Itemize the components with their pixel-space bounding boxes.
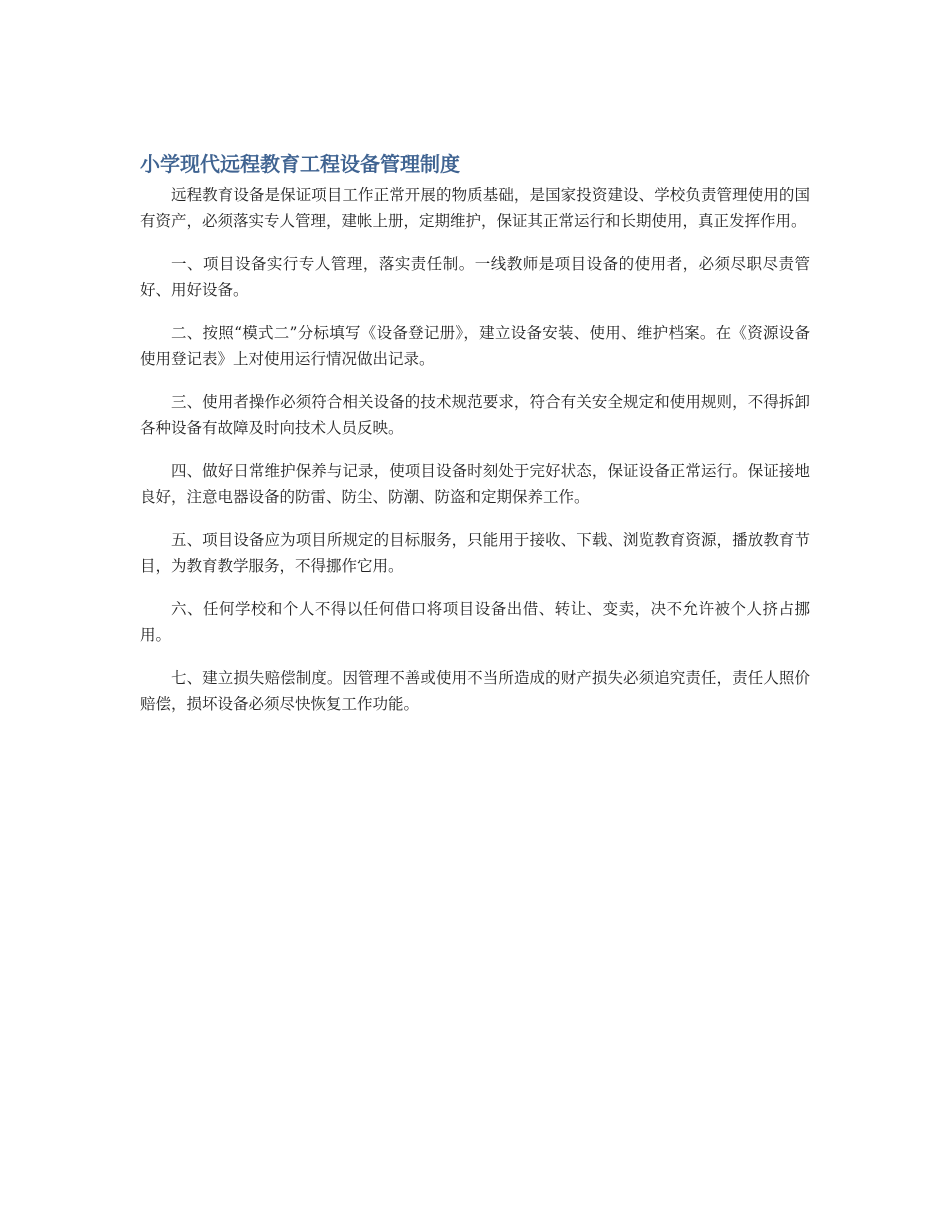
rule-paragraph-7: 七、建立损失赔偿制度。因管理不善或使用不当所造成的财产损失必须追究责任，责任人照价赔偿，损坏设备必须尽快恢复工作功能。 [140,669,810,713]
rule-paragraph-6: 六、任何学校和个人不得以任何借口将项目设备出借、转让、变卖，决不允许被个人挤占挪用。 [140,600,810,644]
intro-paragraph: 远程教育设备是保证项目工作正常开展的物质基础，是国家投资建设、学校负责管理使用的国有资产，必须落实专人管理，建帐上册，定期维护，保证其正常运行和长期使用，真正发挥作用。 [140,186,810,230]
rule-paragraph-3: 三、使用者操作必须符合相关设备的技术规范要求，符合有关安全规定和使用规则，不得拆卸各种设备有故障及时向技术人员反映。 [140,393,810,437]
rule-paragraph-1: 一、项目设备实行专人管理，落实责任制。一线教师是项目设备的使用者，必须尽职尽责管好、用好设备。 [140,255,810,299]
document-content [140,148,810,717]
rule-paragraph-5: 五、项目设备应为项目所规定的目标服务，只能用于接收、下载、浏览教育资源，播放教育节目，为教育教学服务，不得挪作它用。 [140,531,810,575]
rule-paragraph-2: 二、按照“模式二”分标填写《设备登记册》，建立设备安装、使用、维护档案。在《资源设备使用登记表》上对使用运行情况做出记录。 [140,324,810,368]
rule-paragraph-4: 四、做好日常维护保养与记录，使项目设备时刻处于完好状态，保证设备正常运行。保证接地良好，注意电器设备的防雷、防尘、防潮、防盗和定期保养工作。 [140,462,810,506]
document-title: 小学现代远程教育工程设备管理制度 [140,152,460,176]
